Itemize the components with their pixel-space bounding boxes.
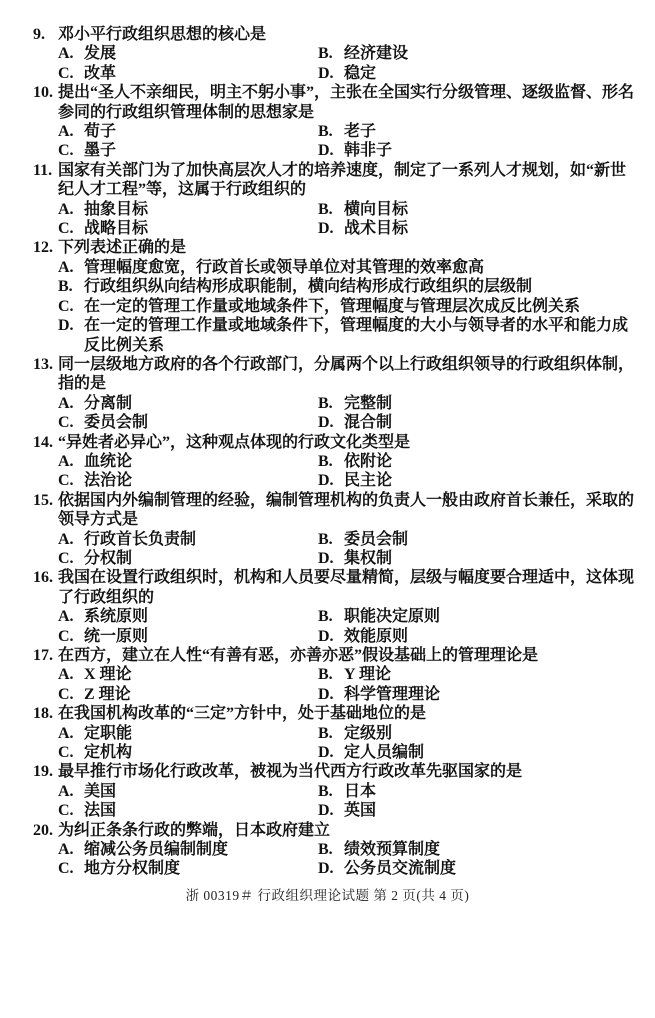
- option-text: 绩效预算制度: [344, 841, 441, 859]
- option-label: D.: [58, 317, 74, 335]
- option: [58, 219, 318, 238]
- option-text: 行政组织纵向结构形成职能制，横向结构形成行政组织的层级制: [84, 278, 533, 296]
- question-number: 11.: [33, 161, 53, 179]
- question-options: [33, 452, 639, 491]
- option: [318, 665, 639, 684]
- option-label: D.: [318, 744, 334, 762]
- question-options: [33, 394, 639, 433]
- option-label: D.: [318, 220, 334, 238]
- option-label: C.: [58, 64, 74, 82]
- page-footer: 浙 00319＃ 行政组织理论试题 第 2 页(共 4 页): [185, 888, 470, 903]
- question-stem: 提出“圣人不亲细民，明主不躬小事”，主张在全国实行分级管理、逐级监督、形名参同的行政组织管理体制的思想家是: [58, 84, 635, 121]
- option-row: [33, 394, 639, 413]
- question-stem: 邓小平行政组织思想的核心是: [58, 26, 267, 43]
- question-stem-line: [33, 161, 639, 200]
- option: [318, 607, 639, 626]
- option: [58, 743, 318, 762]
- option-text: Z 理论: [84, 685, 131, 703]
- option: [58, 549, 318, 568]
- question-stem-line: [33, 433, 639, 452]
- option-row: [33, 141, 639, 160]
- option: [318, 840, 639, 859]
- option-label: B.: [318, 530, 333, 548]
- question-options: [33, 840, 639, 879]
- question-stem-line: [33, 491, 639, 530]
- option-text: 定级别: [344, 724, 393, 742]
- option: [58, 530, 318, 549]
- question-stem-line: [33, 238, 639, 257]
- question-stem: 我国在设置行政组织时，机构和人员要尽量精简，层级与幅度要合理适中，这体现了行政组织的: [58, 569, 635, 606]
- option: [318, 685, 639, 704]
- option-label: B.: [318, 45, 333, 63]
- option-text: 韩非子: [344, 142, 393, 160]
- option-label: A.: [58, 530, 74, 548]
- question-options: [33, 200, 639, 239]
- question: [33, 704, 639, 762]
- option-label: D.: [318, 549, 334, 567]
- option-text: 血统论: [84, 452, 133, 470]
- option: [318, 530, 639, 549]
- option-label: B.: [318, 841, 333, 859]
- option-text: 集权制: [344, 549, 393, 567]
- option: [58, 801, 318, 820]
- option-label: A.: [58, 724, 74, 742]
- option-text: 系统原则: [84, 608, 149, 626]
- option: [318, 743, 639, 762]
- option-text: X 理论: [84, 666, 132, 684]
- question-stem-line: [33, 704, 639, 723]
- option-row: [33, 627, 639, 646]
- option: [58, 685, 318, 704]
- question-number: 16.: [33, 569, 53, 587]
- option-text: 日本: [344, 782, 377, 800]
- option: [318, 394, 639, 413]
- option-row: [33, 122, 639, 141]
- option-row: [33, 200, 639, 219]
- option: [58, 782, 318, 801]
- question-stem: 在我国机构改革的“三定”方针中，处于基础地位的是: [58, 705, 427, 723]
- option-row: [33, 743, 639, 762]
- option-row: [33, 685, 639, 704]
- option-label: C.: [58, 860, 74, 878]
- option: [58, 44, 318, 63]
- option-label: B.: [318, 608, 333, 626]
- question-stem: 为纠正条条行政的弊端，日本政府建立: [58, 821, 331, 839]
- option-text: 混合制: [344, 414, 393, 432]
- option-label: D.: [318, 414, 334, 432]
- option-label: D.: [318, 860, 334, 878]
- option-row: [33, 44, 639, 63]
- question-number: 14.: [33, 433, 53, 451]
- option: [58, 316, 639, 355]
- question: [33, 821, 639, 879]
- option-text: 分离制: [84, 394, 133, 412]
- option: [58, 394, 318, 413]
- question-number: 17.: [33, 647, 53, 664]
- question-options: [33, 258, 639, 355]
- option-row: [33, 859, 639, 878]
- option-text: 美国: [84, 782, 117, 800]
- option-text: 战术目标: [344, 220, 409, 238]
- option-row: [33, 782, 639, 801]
- option-label: A.: [58, 666, 74, 684]
- option-row: [33, 64, 639, 83]
- option-text: 公务员交流制度: [344, 860, 457, 878]
- option-label: A.: [58, 782, 74, 800]
- question-options: [33, 44, 639, 83]
- option-text: 委员会制: [344, 530, 409, 548]
- option: [58, 452, 318, 471]
- option-label: A.: [58, 123, 74, 141]
- option: [58, 297, 639, 316]
- option: [318, 452, 639, 471]
- option-text: 在一定的管理工作量或地域条件下，管理幅度的大小与领导者的水平和能力成反比例关系: [84, 317, 629, 354]
- option-label: C.: [58, 802, 74, 820]
- option-text: 墨子: [84, 142, 117, 160]
- question-number: 18.: [33, 705, 53, 723]
- question-number: 9.: [33, 26, 45, 43]
- question-number: 19.: [33, 763, 53, 781]
- question-stem: 下列表述正确的是: [58, 239, 187, 257]
- option: [318, 859, 639, 878]
- option-text: 民主论: [344, 472, 393, 490]
- option-label: B.: [318, 123, 333, 141]
- option: [58, 665, 318, 684]
- question-stem-line: [33, 568, 639, 607]
- option-label: A.: [58, 608, 74, 626]
- question: [33, 491, 639, 569]
- option-label: B.: [318, 724, 333, 742]
- option-label: B.: [318, 200, 333, 218]
- option-label: C.: [58, 744, 74, 762]
- option: [318, 413, 639, 432]
- option-text: 定机构: [84, 744, 133, 762]
- question: [33, 568, 639, 646]
- option: [58, 200, 318, 219]
- question-stem: 依据国内外编制管理的经验，编制管理机构的负责人一般由政府首长兼任，采取的领导方式是: [58, 491, 635, 529]
- question-stem-line: [33, 355, 639, 394]
- question-options: [33, 665, 639, 704]
- option-label: C.: [58, 472, 74, 490]
- option-row: [33, 840, 639, 859]
- option-text: 定职能: [84, 724, 133, 742]
- question-options: [33, 724, 639, 763]
- option: [58, 859, 318, 878]
- questions-list: [33, 25, 639, 879]
- option-text: 行政首长负责制: [84, 530, 197, 548]
- exam-body: [33, 25, 639, 879]
- option-label: A.: [58, 200, 74, 218]
- option: [58, 724, 318, 743]
- option: [58, 64, 318, 83]
- option-text: 统一原则: [84, 627, 149, 645]
- option-text: 定人员编制: [344, 744, 425, 762]
- option-label: C.: [58, 627, 74, 645]
- question-number: 10.: [33, 84, 53, 102]
- option: [58, 258, 639, 277]
- option-text: 发展: [84, 45, 117, 63]
- question-number: 13.: [33, 355, 53, 373]
- option-text: 老子: [344, 123, 377, 141]
- option: [318, 471, 639, 490]
- question-options: [33, 122, 639, 161]
- option: [58, 627, 318, 646]
- option: [58, 141, 318, 160]
- option-text: 地方分权制度: [84, 860, 181, 878]
- option-label: C.: [58, 414, 74, 432]
- question-options: [33, 782, 639, 821]
- option-text: 法国: [84, 802, 117, 820]
- option-row: [33, 413, 639, 432]
- option: [318, 724, 639, 743]
- question: [33, 161, 639, 239]
- option-text: 英国: [344, 802, 377, 820]
- option-label: D.: [318, 802, 334, 820]
- option-row: [33, 549, 639, 568]
- question-number: 15.: [33, 491, 53, 509]
- option: [318, 44, 639, 63]
- option-label: B.: [58, 278, 73, 296]
- option: [318, 141, 639, 160]
- option-label: C.: [58, 685, 74, 703]
- option: [58, 471, 318, 490]
- option-text: 完整制: [344, 394, 393, 412]
- option-label: C.: [58, 297, 74, 315]
- option-text: 职能决定原则: [344, 608, 441, 626]
- option-label: C.: [58, 142, 74, 160]
- question-options: [33, 530, 639, 569]
- question-stem-line: [33, 646, 639, 665]
- option-text: 稳定: [344, 64, 377, 82]
- option-row: [33, 219, 639, 238]
- option: [58, 413, 318, 432]
- option-row: [33, 801, 639, 820]
- option-text: 科学管理理论: [344, 685, 441, 703]
- option-text: 改革: [84, 64, 117, 82]
- question-stem-line: [33, 762, 639, 781]
- option-label: D.: [318, 627, 334, 645]
- option-label: D.: [318, 64, 334, 82]
- option-row: [33, 607, 639, 626]
- option-label: D.: [318, 472, 334, 490]
- option-text: 横向目标: [344, 200, 409, 218]
- option-label: A.: [58, 452, 74, 470]
- question: [33, 83, 639, 161]
- option-text: 法治论: [84, 472, 133, 490]
- option: [318, 627, 639, 646]
- option: [318, 64, 639, 83]
- option-label: B.: [318, 782, 333, 800]
- option: [58, 277, 639, 296]
- question-number: 12.: [33, 239, 53, 257]
- option-label: B.: [318, 394, 333, 412]
- question-number: 20.: [33, 821, 53, 839]
- option-text: 缩减公务员编制制度: [84, 841, 229, 859]
- option-label: A.: [58, 841, 74, 859]
- option-label: B.: [318, 666, 333, 684]
- option-label: D.: [318, 685, 334, 703]
- question: [33, 762, 639, 820]
- option: [58, 607, 318, 626]
- option-label: C.: [58, 549, 74, 567]
- option: [318, 549, 639, 568]
- option-label: A.: [58, 394, 74, 412]
- question-options: [33, 607, 639, 646]
- question-stem: 国家有关部门为了加快高层次人才的培养速度，制定了一系列人才规划，如“新世纪人才工程”等，这属于行政组织的: [58, 161, 627, 199]
- option: [318, 782, 639, 801]
- option-row: [33, 452, 639, 471]
- option-row: [33, 724, 639, 743]
- option-text: 抽象目标: [84, 200, 149, 218]
- option-text: 分权制: [84, 549, 133, 567]
- option-row: [33, 471, 639, 490]
- option-text: 管理幅度愈宽，行政首长或领导单位对其管理的效率愈高: [84, 258, 485, 276]
- question-stem-line: [33, 83, 639, 122]
- question-stem: 最早推行市场化行政改革，被视为当代西方行政改革先驱国家的是: [58, 763, 523, 781]
- option-row: [33, 665, 639, 684]
- option-text: Y 理论: [344, 666, 391, 684]
- question: [33, 25, 639, 83]
- question: [33, 238, 639, 354]
- question-stem: 同一层级地方政府的各个行政部门，分属两个以上行政组织领导的行政组织体制，指的是: [58, 355, 635, 393]
- option-label: D.: [318, 142, 334, 160]
- option-text: 效能原则: [344, 627, 409, 645]
- question-stem: 在西方，建立在人性“有善有恶，亦善亦恶”假设基础上的管理理论是: [58, 647, 539, 664]
- question-stem-line: [33, 821, 639, 840]
- option-label: C.: [58, 220, 74, 238]
- option: [58, 840, 318, 859]
- option-row: [33, 530, 639, 549]
- option-text: 委员会制: [84, 414, 149, 432]
- option-text: 依附论: [344, 452, 393, 470]
- option-text: 在一定的管理工作量或地域条件下，管理幅度与管理层次成反比例关系: [84, 297, 581, 315]
- question-stem: “异姓者必异心”，这种观点体现的行政文化类型是: [58, 433, 411, 451]
- option-label: B.: [318, 452, 333, 470]
- option-text: 经济建设: [344, 45, 409, 63]
- question: [33, 355, 639, 433]
- option-text: 战略目标: [84, 220, 149, 238]
- question-stem-line: [33, 25, 639, 44]
- option: [318, 122, 639, 141]
- option-label: A.: [58, 258, 74, 276]
- option-label: A.: [58, 45, 74, 63]
- option: [58, 122, 318, 141]
- question: [33, 433, 639, 491]
- question: [33, 646, 639, 704]
- option: [318, 219, 639, 238]
- option: [318, 200, 639, 219]
- option-text: 荀子: [84, 123, 117, 141]
- option: [318, 801, 639, 820]
